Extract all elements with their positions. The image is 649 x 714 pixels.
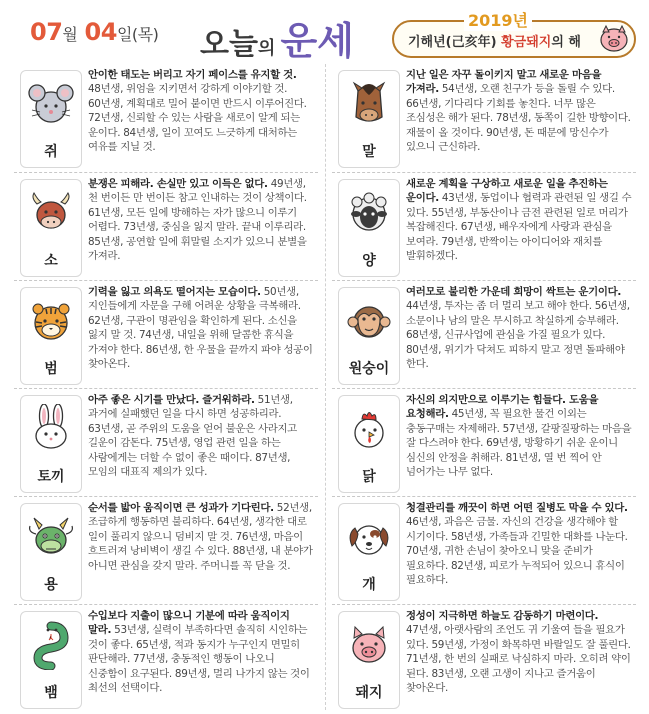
animal-name: 원숭이	[348, 361, 390, 377]
fortune-lead: 기력을 잃고 의욕도 떨어지는 모습이다.	[88, 286, 261, 298]
snake-icon	[26, 620, 76, 670]
animal-name: 토끼	[37, 469, 65, 485]
fortune-text	[406, 177, 632, 263]
monkey-icon	[344, 296, 394, 346]
fortune-body: 53년생, 실력이 부족하다면 솔직히 시인하는 것이 좋다. 65년생, 적과 동지가 누구인지 면밀히 판단해라. 77년생, 충동적인 행동이 나오니 신중함이 요구된다. 89년생, 멀리 나가지 않는 것이 최선의 선택이다.	[88, 624, 310, 695]
sheep-icon	[344, 188, 394, 238]
animal-name: 닭	[362, 469, 376, 485]
rabbit-icon	[26, 404, 76, 454]
page-title	[200, 10, 354, 65]
fortune-card	[332, 496, 636, 605]
fortune-card	[14, 172, 318, 281]
date-day: 04	[84, 18, 117, 46]
fortune-text	[406, 285, 632, 371]
animal-name: 소	[44, 253, 58, 269]
animal-box	[338, 287, 400, 385]
fortune-lead: 분쟁은 피해라. 손실만 있고 이득은 없다.	[88, 178, 268, 190]
header	[0, 0, 649, 62]
date-label	[30, 18, 158, 46]
fortune-body: 43년생, 동업이나 협력과 관련된 일 생길 수 있다. 55년생, 부동산이나 금전 관련된 일로 머리가 복잡해진다. 67년생, 배우자에게 사랑과 관심을 보여라. 79년생, 반짝이는 아이디어와 재치를 발휘하겠다.	[406, 192, 632, 263]
animal-box	[338, 70, 400, 168]
fortune-lead: 수입보다 지출이 많으니 기분에 따라 움직이지 말라.	[88, 610, 290, 637]
fortune-body: 49년생, 천 번이든 만 번이든 참고 인내하는 것이 상책이다. 61년생, 모든 일에 방해하는 자가 많으니 이루기 어렵다. 73년생, 중심을 잃지 말라. 끝내 이루리라. 85년생, 공연할 일에 휘말릴 소지가 있으니 분별을 가져라.	[88, 178, 307, 263]
animal-name: 양	[362, 253, 376, 269]
animal-box	[20, 179, 82, 277]
title-part-a: 오늘	[200, 27, 258, 62]
fortune-card	[14, 280, 318, 389]
animal-box	[20, 70, 82, 168]
fortune-text	[406, 393, 632, 479]
fortune-text	[88, 285, 314, 371]
animal-box	[20, 611, 82, 709]
date-month-unit: 월	[62, 25, 78, 44]
title-part-b: 의	[257, 38, 276, 59]
fortune-grid	[14, 64, 636, 710]
animal-name: 용	[44, 577, 58, 593]
fortune-text	[88, 177, 314, 263]
animal-name: 개	[362, 577, 376, 593]
date-day-unit: 일	[116, 25, 132, 44]
fortune-lead: 새로운 계획을 구상하고 새로운 일을 추진하는 운이다.	[406, 178, 608, 205]
animal-name: 범	[44, 361, 58, 377]
title-part-c: 운세	[280, 19, 354, 63]
date-weekday: (목)	[131, 25, 159, 44]
fortune-card	[332, 280, 636, 389]
pig-icon	[598, 24, 630, 54]
tiger-icon	[26, 296, 76, 346]
column-divider	[325, 64, 327, 710]
year-text-a: 기해년(己亥年)	[408, 35, 502, 50]
animal-box	[338, 503, 400, 601]
horse-icon	[344, 79, 394, 129]
year-badge: 2019년	[464, 8, 532, 31]
fortune-body: 45년생, 꼭 필요한 물건 이외는 충동구매는 자제해라. 57년생, 갈팡질팡하는 마음을 잘 다스려야 한다. 69년생, 방황하기 쉬운 운이니 심신의 안정을 취해라. 81년생, 열 번 찍어 안 넘어가는 나무 없다.	[406, 408, 632, 479]
fortune-body: 47년생, 아랫사람의 조언도 귀 기울여 들을 필요가 있다. 59년생, 가정이 화목하면 바랄일도 잘 풀린다. 71년생, 한 번의 실패로 낙심하지 마라. 오히려 약이 된다. 83년생, 오랜 고생이 지나고 즐거움이 찾아온다.	[406, 624, 631, 695]
fortune-text	[406, 609, 632, 695]
fortune-card	[14, 604, 318, 713]
fortune-body: 48년생, 위엄을 지키면서 강하게 이야기할 것. 60년생, 계획대로 밀어 붙이면 반드시 이루어진다. 72년생, 신뢰할 수 있는 사람을 새로이 알게 되는 운이다. 84년생, 일이 꼬여도 느긋하게 대처하는 여유를 지닐 것.	[88, 83, 307, 154]
pig-icon	[344, 620, 394, 670]
fortune-text	[88, 609, 314, 695]
animal-box	[20, 287, 82, 385]
fortune-text	[88, 501, 314, 573]
fortune-lead: 정성이 지극하면 하늘도 감동하기 마련이다.	[406, 610, 599, 622]
fortune-body: 54년생, 오랜 친구가 등을 돌릴 수 있다. 66년생, 기다리다 기회를 놓친다. 너무 많은 조심성은 해가 된다. 78년생, 동쪽이 길한 방향이다. 재물이 올 것이다. 90년생, 돈 때문에 망신수가 있으니 근신하라.	[406, 83, 631, 154]
animal-box	[338, 611, 400, 709]
fortune-text	[88, 68, 314, 154]
fortune-text	[406, 501, 632, 587]
year-text-b: 황금돼지	[501, 35, 552, 50]
fortune-card	[332, 604, 636, 713]
rooster-icon	[344, 404, 394, 454]
fortune-lead: 자신의 의지만으로 이루기는 힘들다. 도움을 요청해라.	[406, 394, 599, 421]
fortune-lead: 지난 일은 자꾸 돌이키지 말고 새로운 마음을 가져라.	[406, 69, 602, 96]
fortune-body: 52년생, 조급하게 행동하면 불리하다. 64년생, 생각한 대로 일이 풀리지 않으니 덤비지 말 것. 76년생, 마음이 흐트러져 낭비벽이 생길 수 있다. 88년생, 내 분야가 아니면 관심을 갖지 말라. 주머니를 꼭 닫을 것.	[88, 502, 313, 572]
fortune-card	[14, 496, 318, 605]
animal-name: 돼지	[355, 685, 383, 701]
fortune-card	[14, 64, 318, 172]
fortune-lead: 여러모로 불리한 가운데 희망이 싹트는 운기이다.	[406, 286, 621, 298]
dog-icon	[344, 512, 394, 562]
fortune-card	[332, 64, 636, 172]
animal-box	[20, 503, 82, 601]
dragon-icon	[26, 512, 76, 562]
animal-name: 말	[362, 144, 376, 160]
fortune-card	[332, 388, 636, 497]
year-text	[408, 31, 581, 50]
ox-icon	[26, 188, 76, 238]
fortune-card	[14, 388, 318, 497]
mouse-icon	[26, 79, 76, 129]
animal-name: 뱀	[44, 685, 58, 701]
animal-box	[20, 395, 82, 493]
fortune-body: 46년생, 과음은 금물. 자신의 건강을 생각해야 할 시기이다. 58년생, 가족들과 긴밀한 대화를 나눈다. 70년생, 귀한 손님이 찾아오니 맞을 준비가 필요하다. 82년생, 피로가 누적되어 있으니 휴식이 필요하다.	[406, 516, 628, 587]
fortune-body: 51년생, 과거에 실패했던 일을 다시 하면 성공하리라. 63년생, 곧 주위의 도움을 얻어 불운은 사라지고 길운이 감돈다. 75년생, 영업 관련 일을 하는 사람에게는 더할 수 없이 좋은 때이다. 87년생, 모임의 대표직 제의가 있다.	[88, 394, 297, 479]
fortune-lead: 순서를 밟아 움직이면 큰 성과가 기다린다.	[88, 502, 274, 514]
animal-name: 쥐	[44, 144, 58, 160]
animal-box	[338, 395, 400, 493]
fortune-body: 50년생, 지인들에게 자문을 구해 어려운 상황을 극복해라. 62년생, 구관이 명관임을 확인하게 된다. 소신을 잃지 말 것. 74년생, 내일을 위해 달콤한 휴식을 가져야 한다. 86년생, 한 우물을 끝까지 파야 성공이 찾아온다.	[88, 286, 313, 371]
fortune-lead: 안이한 태도는 버리고 자기 페이스를 유지할 것.	[88, 69, 297, 81]
date-month: 07	[30, 18, 63, 46]
fortune-lead: 아주 좋은 시기를 만났다. 즐거워하라.	[88, 394, 255, 406]
fortune-card	[332, 172, 636, 281]
fortune-lead: 청결관리를 깨끗이 하면 어떤 질병도 막을 수 있다.	[406, 502, 628, 514]
year-text-c: 의 해	[551, 35, 581, 50]
fortune-text	[88, 393, 314, 479]
year-banner	[392, 11, 636, 58]
animal-box	[338, 179, 400, 277]
fortune-body: 44년생, 투자는 좀 더 멀리 보고 해야 한다. 56년생, 소문이나 남의 말은 무시하고 착실하게 승부해라. 68년생, 신규사업에 관심을 가질 필요가 있다. 80년생, 위기가 닥쳐도 피하지 말고 정면 돌파해야 한다.	[406, 300, 630, 371]
fortune-text	[406, 68, 632, 154]
